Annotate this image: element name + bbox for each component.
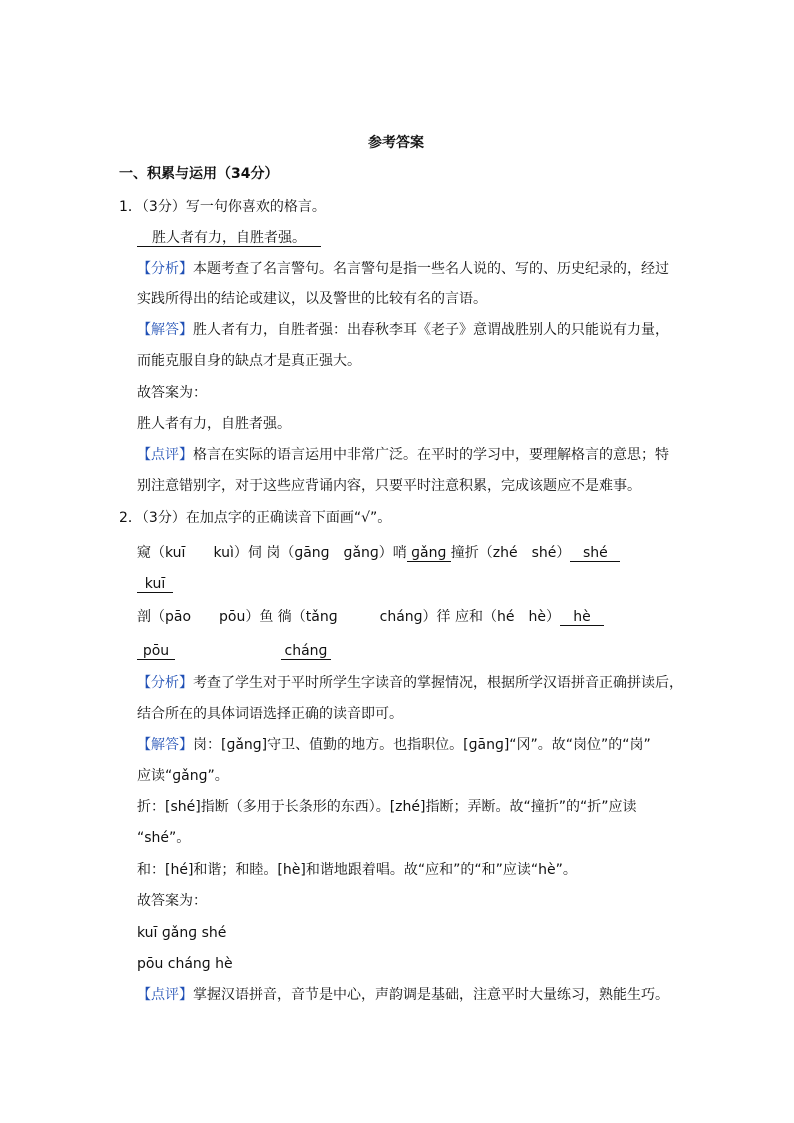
q2-analysis-line-2: 结合所在的具体词语选择正确的读音即可。	[137, 706, 403, 722]
q2-solution-line-3: 折：[shé]指断（多用于长条形的东西）。[zhé]指断；弄断。故“撞折”的“折”应读	[137, 799, 637, 815]
answer-blank: shé	[570, 545, 620, 562]
q2-solution-line-2: 应读“ɡǎnɡ”。	[137, 768, 229, 784]
question-1-text: 1．（3分）写一句你喜欢的格言。	[119, 199, 326, 215]
q2-row-2: 剖（pāo pōu）鱼 徜（tǎnɡ chánɡ）徉 应和（hé hè） hè	[137, 608, 604, 626]
page-title: 参考答案	[368, 135, 424, 151]
q1-so-answer: 故答案为：	[137, 385, 207, 401]
q1-analysis-line-2: 实践所得出的结论或建议，以及警世的比较有名的言语。	[137, 291, 487, 307]
answer-blank: ɡǎnɡ	[407, 545, 451, 562]
q1-solution-line-2: 而能克服自身的缺点才是真正强大。	[137, 353, 361, 369]
q2-row-1-cont	[137, 575, 173, 593]
comment-tag: 【点评】	[137, 987, 193, 1003]
question-2-text: 2．（3分）在加点字的正确读音下面画“√”。	[119, 510, 392, 526]
q2-solution-line-1: 【解答】岗：[ɡǎnɡ]守卫、值勤的地方。也指职位。[ɡānɡ]“冈”。故“岗位”的“岗”	[137, 737, 651, 753]
q1-solution-line-1: 【解答】胜人者有力，自胜者强：出春秋李耳《老子》意谓战胜别人的只能说有力量，	[137, 322, 669, 338]
solution-tag: 【解答】	[137, 737, 193, 753]
analysis-tag: 【分析】	[137, 675, 193, 691]
analysis-tag: 【分析】	[137, 261, 193, 277]
q1-analysis-line-1: 【分析】本题考查了名言警句。名言警句是指一些名人说的、写的、历史纪录的，经过	[137, 261, 669, 277]
comment-tag: 【点评】	[137, 447, 193, 463]
answer-blank: 胜人者有力，自胜者强。	[137, 230, 321, 247]
q2-row-1: 窥（kuī kuì）伺 岗（ɡānɡ ɡǎnɡ）哨 ɡǎnɡ 撞折（zhé shé） shé	[137, 544, 620, 562]
q2-final-line-2: pōu chánɡ hè	[137, 956, 233, 972]
q2-row-2-cont	[137, 642, 331, 660]
section-heading: 一、积累与运用（34分）	[119, 166, 279, 182]
q2-comment-line-1: 【点评】掌握汉语拼音，音节是中心，声韵调是基础，注意平时大量练习，熟能生巧。	[137, 987, 669, 1003]
solution-tag: 【解答】	[137, 322, 193, 338]
answer-blank: kuī	[137, 576, 173, 593]
q2-analysis-line-1: 【分析】考查了学生对于平时所学生字读音的掌握情况，根据所学汉语拼音正确拼读后，	[137, 675, 683, 691]
q1-comment-line-1: 【点评】格言在实际的语言运用中非常广泛。在平时的学习中，要理解格言的意思；特	[137, 447, 669, 463]
answer-blank: chánɡ	[281, 643, 331, 660]
q2-solution-line-4: “shé”。	[137, 830, 191, 846]
q1-comment-line-2: 别注意错别字，对于这些应背诵内容，只要平时注意积累，完成该题应不是难事。	[137, 478, 641, 494]
q2-solution-line-5: 和：[hé]和谐；和睦。[hè]和谐地跟着唱。故“应和”的“和”应读“hè”。	[137, 862, 577, 878]
question-1-answer	[137, 229, 321, 247]
answer-blank: pōu	[137, 643, 175, 660]
q1-final-answer: 胜人者有力，自胜者强。	[137, 416, 291, 432]
q2-final-line-1: kuī ɡǎnɡ shé	[137, 925, 227, 941]
q2-so-answer: 故答案为：	[137, 893, 207, 909]
answer-blank: hè	[560, 609, 604, 626]
